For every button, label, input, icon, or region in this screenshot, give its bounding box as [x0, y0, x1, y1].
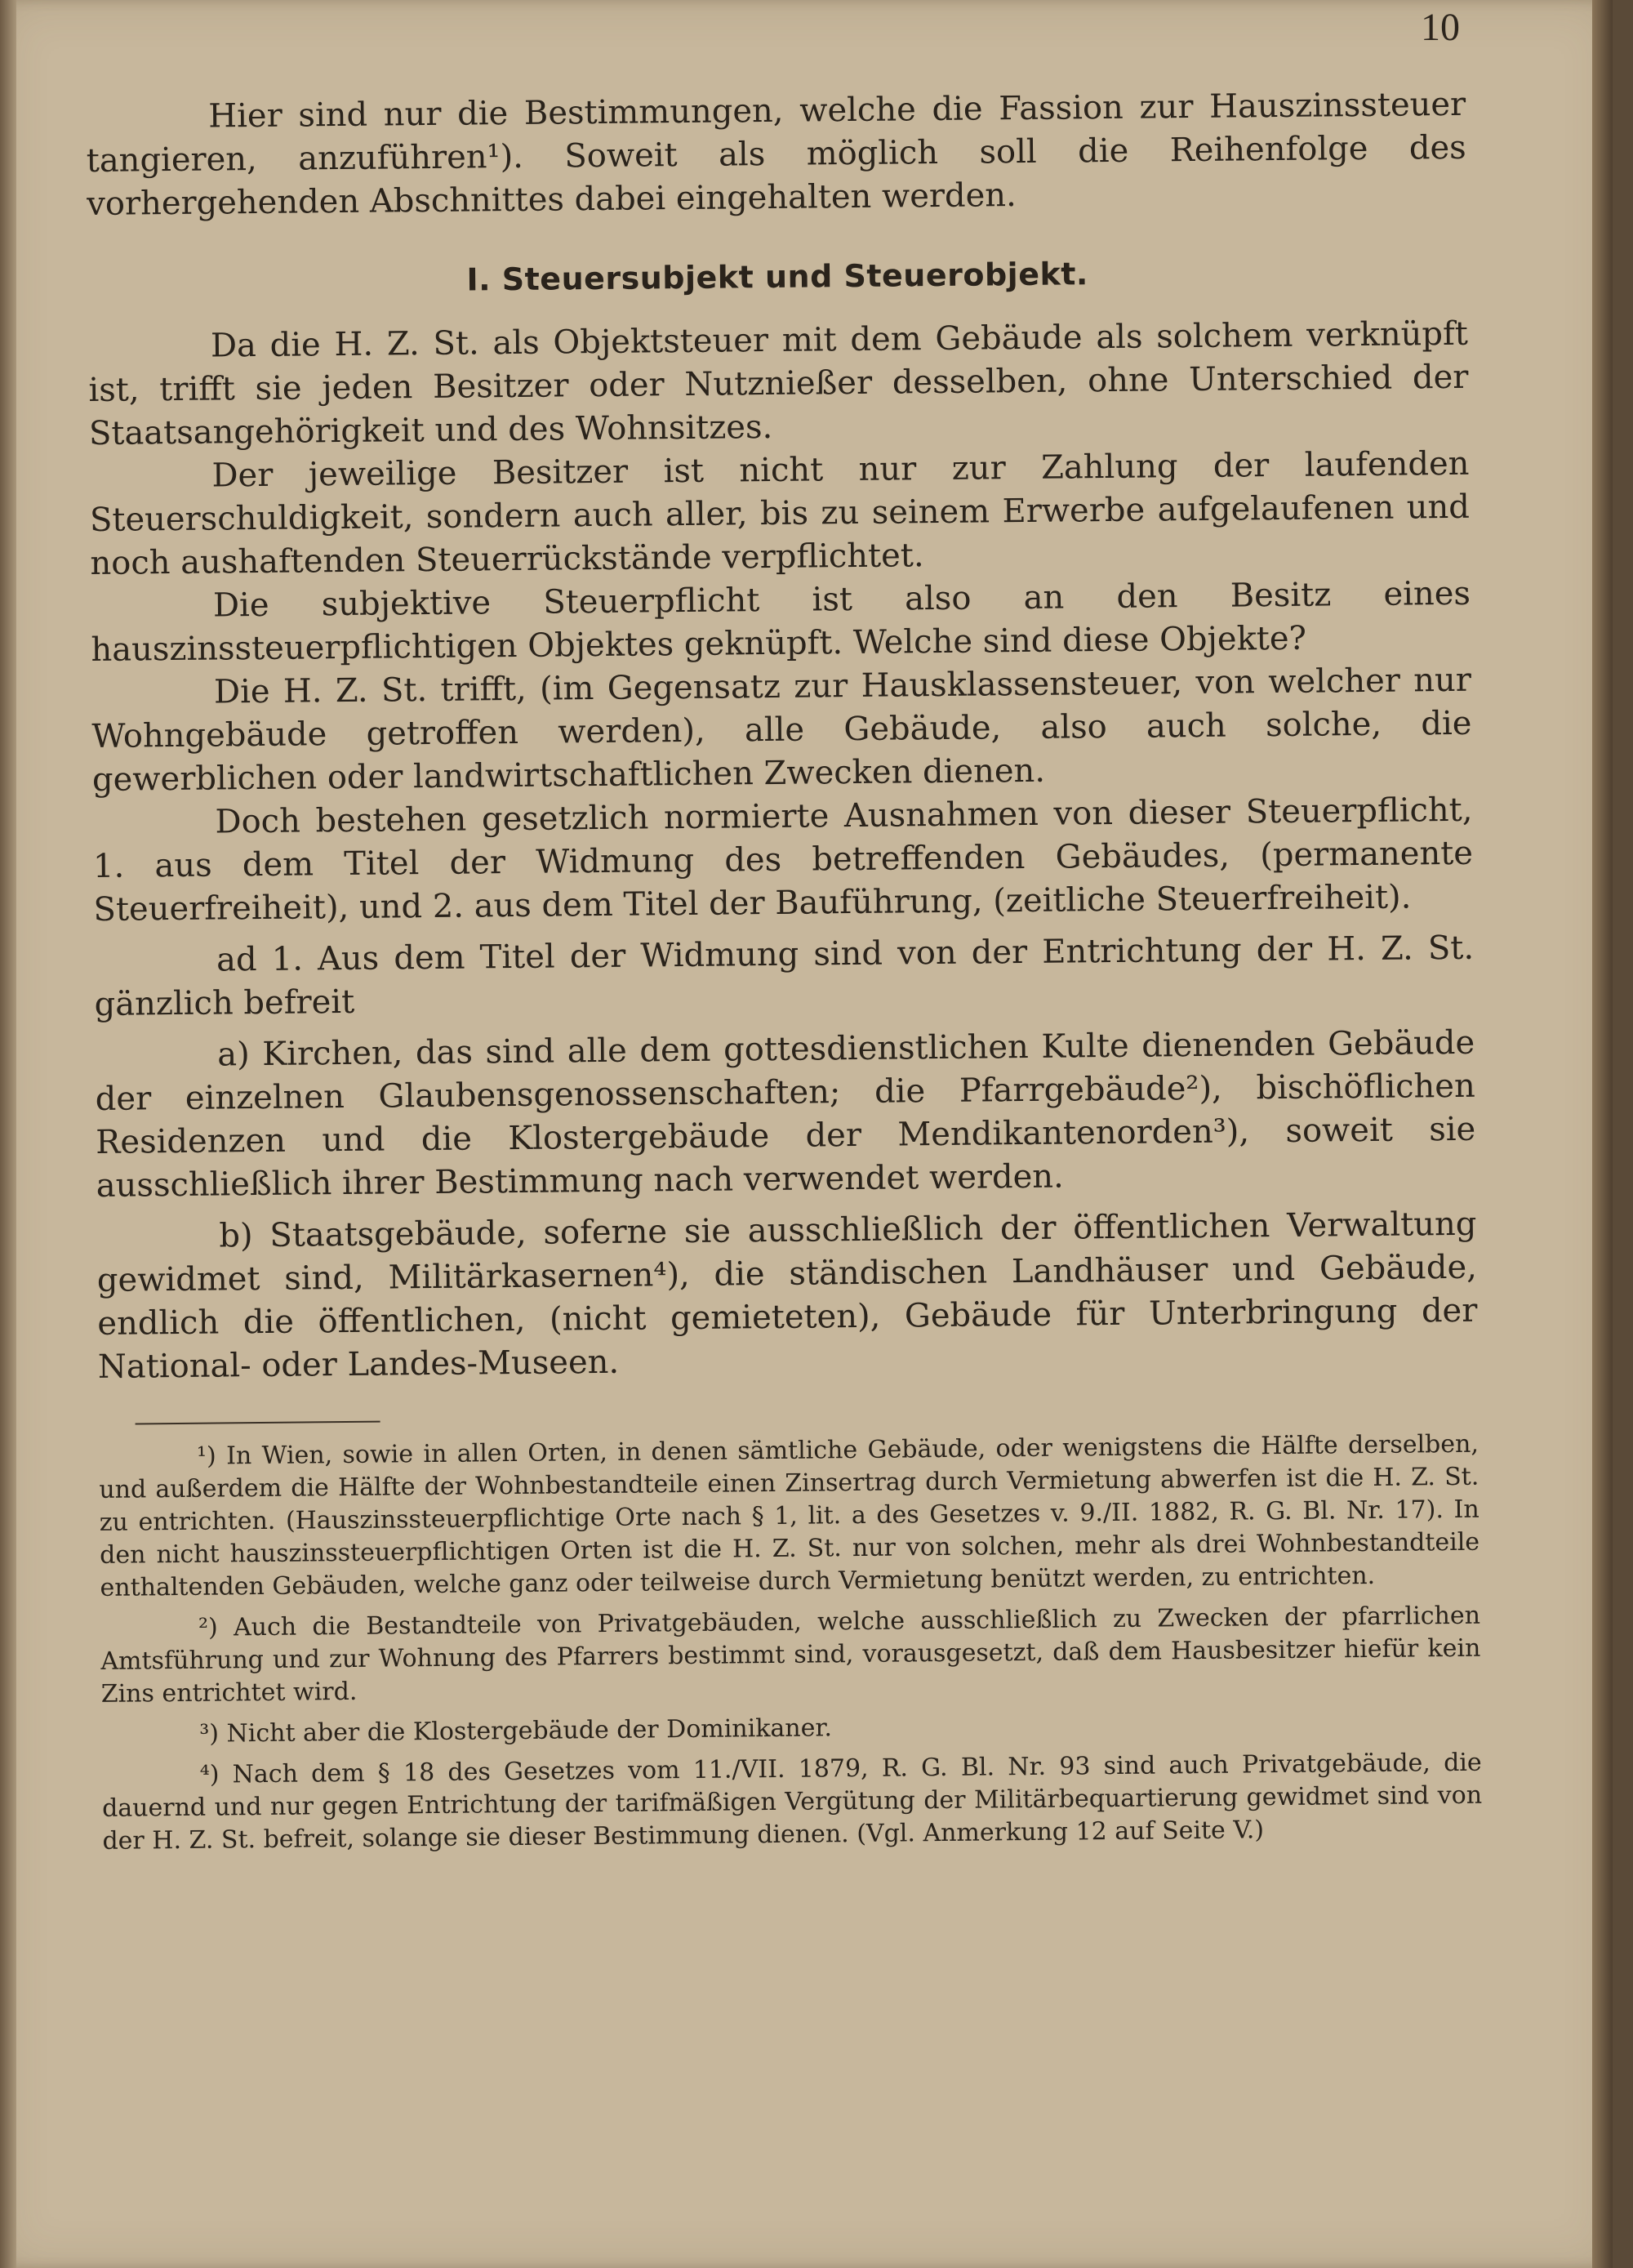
- body-paragraph: Die H. Z. St. trifft, (im Gegensatz zur Hausklassensteuer, von welcher nur Wohngebäude getroffen werden), alle Gebäude, also auch solche, die gewerblichen oder landwirtschaftlichen Zwecken dienen.: [91, 661, 1472, 799]
- footnotes: [99, 1428, 1483, 1858]
- body-paragraph: Die subjektive Steuerpflicht ist also an den Besitz eines hauszinssteuerpflichtigen Objektes geknüpft. Welche sind diese Objekte?: [91, 574, 1471, 669]
- body-paragraph: Der jeweilige Besitzer ist nicht nur zur Zahlung der laufenden Steuerschuldigkeit, sondern auch aller, bis zu seinem Erwerbe aufgelaufenen und noch aushaftenden Steuerrückstände verpflichtet.: [89, 444, 1471, 582]
- intro-paragraph: Hier sind nur die Bestimmungen, welche die Fassion zur Hauszinssteuer tangieren, anzuführen¹). Soweit als möglich soll die Reihenfolge des vorhergehenden Abschnittes dabei eingehalten werden.: [86, 85, 1466, 223]
- footnote-divider: [136, 1421, 380, 1425]
- body-paragraph: Da die H. Z. St. als Objektsteuer mit dem Gebäude als solchem verknüpft ist, trifft sie jeden Besitzer oder Nutznießer desselben, ohne Unterschied der Staatsangehörigkeit und des Wohnsitzes.: [88, 314, 1469, 452]
- page-content: [86, 83, 1483, 1866]
- page-number: 10: [1421, 6, 1460, 49]
- book-spine-shadow: [0, 0, 16, 2268]
- page-edge: [1592, 0, 1613, 2268]
- footnote: ⁴) Nach dem § 18 des Gesetzes vom 11./VII. 1879, R. G. Bl. Nr. 93 sind auch Privatgebäude, die dauernd und nur gegen Entrichtung der tarifmäßigen Vergütung der Militärbequartierung gewidmet sind von der H. Z. St. befreit, solange sie dieser Bestimmung dienen. (Vgl. Anmerkung 12 auf Seite V.): [101, 1748, 1483, 1856]
- footnote: ¹) In Wien, sowie in allen Orten, in denen sämtliche Gebäude, oder wenigstens die Hälfte derselben, und außerdem die Hälfte der Wohnbestandteile einen Zinsertrag durch Vermietung abwerfen ist die H. Z. St. zu entrichten. (Hauszinssteuerpflichtige Orte nach § 1, lit. a des Gesetzes v. 9./II. 1882, R. G. Bl. Nr. 17). In den nicht hauszinssteuerpflichtigen Orten ist die H. Z. St. nur von solchen, mehr als drei Wohnbestandteile enthaltenden Gebäuden, welche ganz oder teilweise durch Vermietung benützt werden, zu entrichten.: [99, 1429, 1480, 1602]
- footnote: ³) Nicht aber die Klostergebäude der Dominikaner.: [199, 1713, 833, 1749]
- list-item-b: b) Staatsgebäude, soferne sie ausschließlich der öffentlichen Verwaltung gewidmet sind, Militärkasernen⁴), die ständischen Landhäuser und Gebäude, endlich die öffentlichen, (nicht gemieteten), Gebäude für Unterbringung der National- oder Landes-Museen.: [96, 1205, 1478, 1386]
- body-paragraph: ad 1. Aus dem Titel der Widmung sind von der Entrichtung der H. Z. St. gänzlich befreit: [94, 929, 1475, 1023]
- section-heading: I. Steuersubjekt und Steuerobjekt.: [466, 256, 1089, 298]
- footnote: ²) Auch die Bestandteile von Privatgebäuden, welche ausschließlich zu Zwecken der pfarrlichen Amtsführung und zur Wohnung des Pfarrers bestimmt sind, vorausgesetzt, daß dem Hausbesitzer hiefür kein Zins entrichtet wird.: [100, 1601, 1481, 1709]
- body-paragraph: Doch bestehen gesetzlich normierte Ausnahmen von dieser Steuerpflicht, 1. aus dem Titel der Widmung des betreffenden Gebäudes, (permanente Steuerfreiheit), und 2. aus dem Titel der Bauführung, (zeitliche Steuerfreiheit).: [92, 791, 1474, 929]
- list-item-a: a) Kirchen, das sind alle dem gottesdienstlichen Kulte dienenden Gebäude der einzelnen Glaubensgenossenschaften; die Pfarrgebäude²), bischöflichen Residenzen und die Klostergebäude der Mendikantenorden³), soweit sie ausschließlich ihrer Bestimmung nach verwendet werden.: [95, 1023, 1476, 1205]
